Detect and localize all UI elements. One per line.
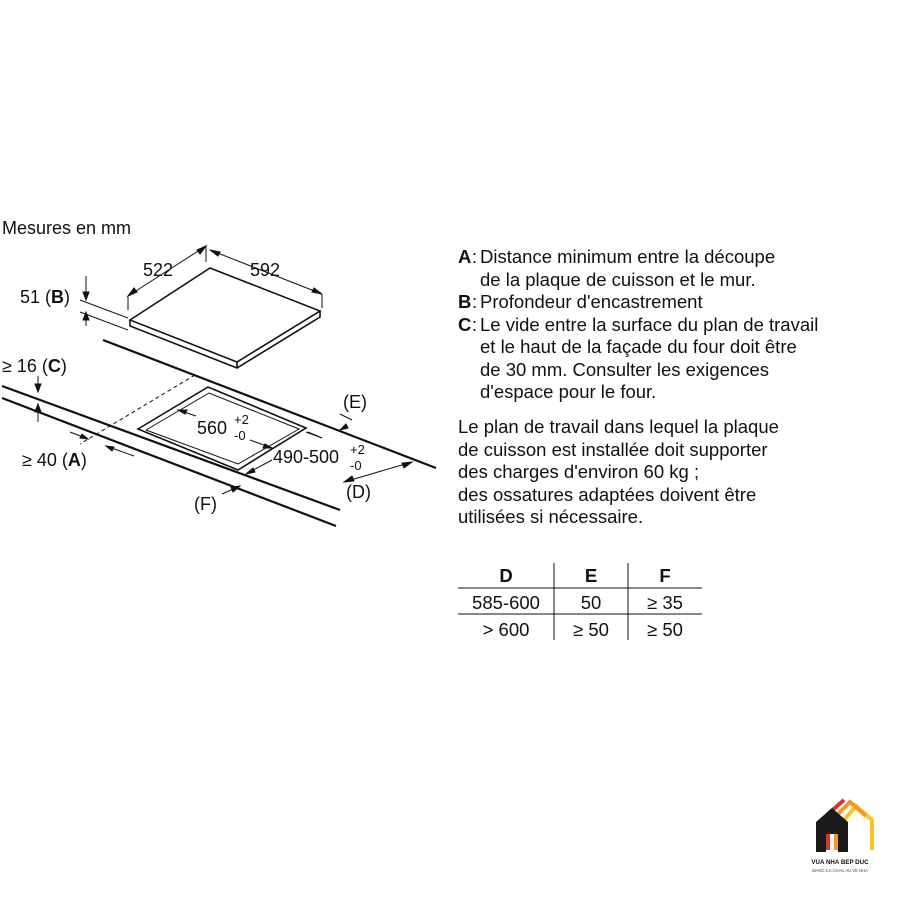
legend-key: B <box>458 291 472 312</box>
cut-depth-label: 560 <box>197 418 228 438</box>
a-label: ≥ 40 (A) <box>22 450 87 470</box>
cut-depth-tol-plus: +2 <box>234 412 249 427</box>
table-header-f: F <box>659 565 671 586</box>
table-cell: > 600 <box>482 619 530 640</box>
note-line: des charges d'environ 60 kg ; <box>458 461 700 482</box>
table-cell: ≥ 35 <box>647 592 683 613</box>
legend-text: de 30 mm. Consulter les exigences <box>480 358 769 380</box>
depth-label: 522 <box>143 260 174 280</box>
cut-width-tol-plus: +2 <box>350 442 365 457</box>
legend-text: Le vide entre la surface du plan de travail <box>480 313 819 335</box>
width-label: 592 <box>250 260 281 280</box>
table-cell: 50 <box>580 592 602 613</box>
cut-width-tol-minus: -0 <box>350 458 362 473</box>
legend-item-a: A : Distance minimum entre la découpe de la plaque de cuisson et le mur. <box>458 246 888 291</box>
units-caption: Mesures en mm <box>2 218 132 238</box>
table-header-d: D <box>499 565 513 586</box>
legend-item-c: C : Le vide entre la surface du plan de travail et le haut de la façade du four doit être de 30 mm. Consulter les exigences d'espace pour le four. <box>458 314 888 404</box>
table-header-e: E <box>584 565 598 586</box>
legend-key: C <box>458 313 472 335</box>
note-line: de cuisson est installée doit supporter <box>458 438 768 460</box>
load-note <box>458 416 878 529</box>
legend-text: et le haut de la façade du four doit être <box>480 336 797 357</box>
b-dimension <box>80 276 128 330</box>
c-label: ≥ 16 (C) <box>2 356 67 376</box>
note-line: Le plan de travail dans lequel la plaque <box>458 416 779 437</box>
table-cell: ≥ 50 <box>647 619 683 640</box>
cut-depth-tol-minus: -0 <box>234 428 246 443</box>
legend-text: Distance minimum entre la découpe <box>480 246 776 267</box>
f-dimension <box>222 486 240 494</box>
f-label: (F) <box>194 494 217 514</box>
legend-key: A <box>458 246 472 267</box>
legend <box>458 246 888 404</box>
brand-logo <box>800 798 880 878</box>
d-label: (D) <box>346 482 371 502</box>
b-label: 51 (B) <box>20 287 71 307</box>
cut-width-label: 490-500 <box>273 447 340 467</box>
legend-text: de la plaque de cuisson et le mur. <box>480 268 756 290</box>
table-cell: ≥ 50 <box>573 619 609 640</box>
legend-item-b: B : Profondeur d'encastrement <box>458 291 888 314</box>
note-line: des ossatures adaptées doivent être <box>458 483 757 505</box>
note-line: utilisées si nécessaire. <box>458 506 644 527</box>
brand-name: VUA NHA BEP DUC <box>811 859 869 866</box>
legend-text: d'espace pour le four. <box>480 381 657 402</box>
brand-tagline: MANG CA CHAU AU VE NHA <box>812 868 868 873</box>
clearance-table <box>458 563 702 640</box>
e-dimension <box>308 414 352 438</box>
legend-text: Profondeur d'encastrement <box>480 291 703 312</box>
e-label: (E) <box>343 392 367 412</box>
table-cell: 585-600 <box>472 592 540 613</box>
hob-drawing <box>130 268 320 368</box>
